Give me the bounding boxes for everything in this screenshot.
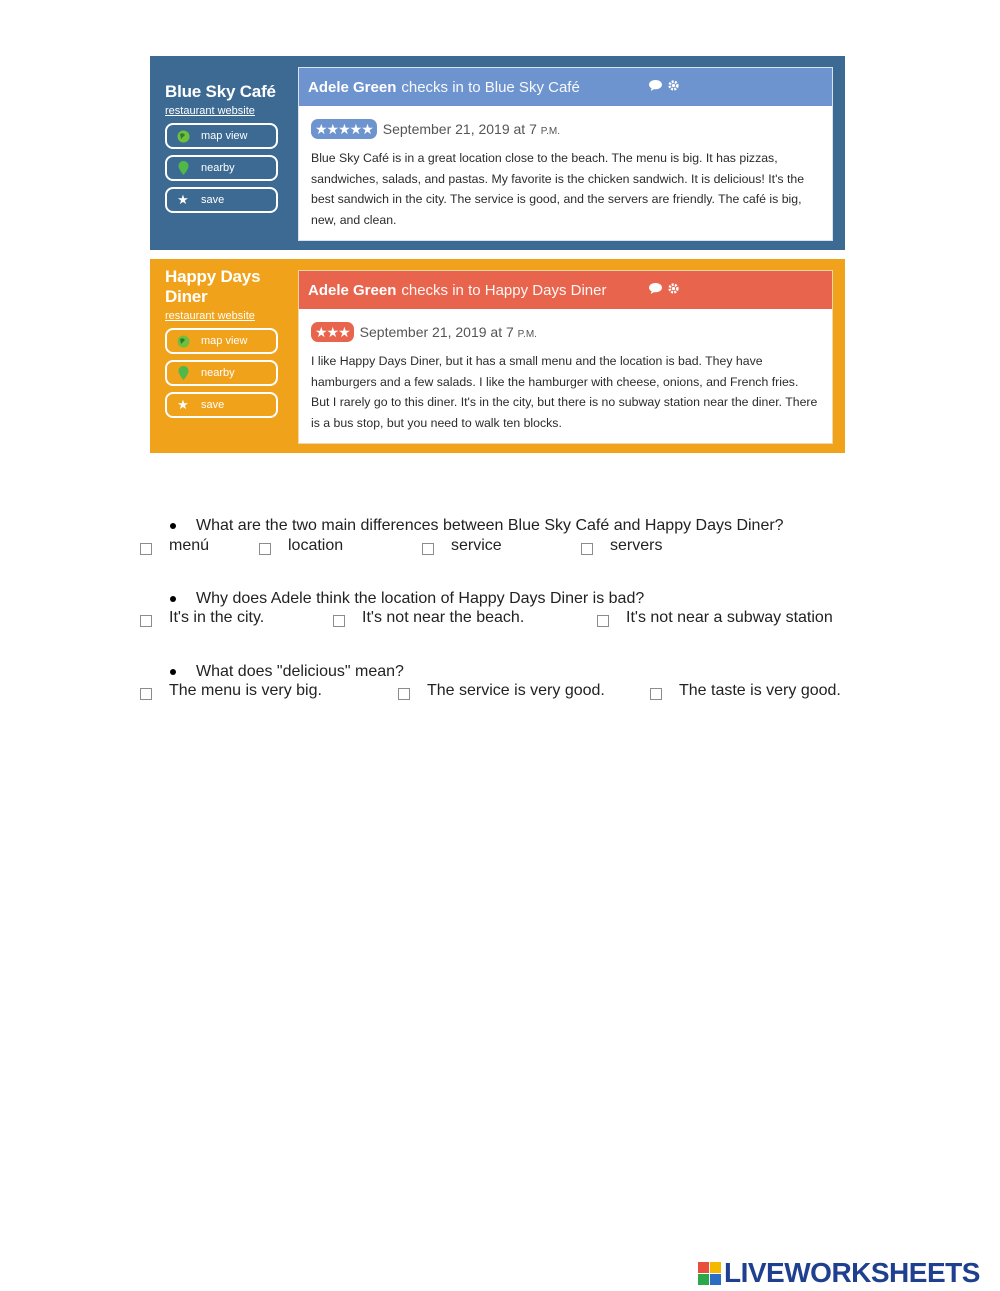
checkin-text: checks in to Happy Days Diner <box>401 281 607 299</box>
map-pin-icon <box>176 161 190 175</box>
gear-icon[interactable] <box>667 79 680 96</box>
checkin-text: checks in to Blue Sky Café <box>401 78 580 96</box>
review-card-happy-days <box>150 259 845 453</box>
bullet-icon <box>170 596 176 602</box>
answer-option[interactable] <box>398 682 605 700</box>
brand-text: LIVEWORKSHEETS <box>724 1257 980 1288</box>
answer-text: It's in the city. <box>169 609 265 626</box>
answer-option[interactable] <box>140 537 209 555</box>
checkbox[interactable] <box>140 688 152 700</box>
save-button[interactable] <box>165 187 278 213</box>
user-name[interactable]: Adele Green <box>308 281 397 299</box>
question-1 <box>170 517 784 535</box>
nearby-button[interactable] <box>165 155 278 181</box>
restaurant-website-link[interactable]: restaurant website <box>165 105 255 117</box>
bullet-icon <box>170 669 176 675</box>
checkin-header <box>299 68 832 106</box>
review-ampm: P.M. <box>540 126 561 137</box>
globe-icon <box>176 129 190 143</box>
checkbox[interactable] <box>581 543 593 555</box>
restaurant-sidebar <box>165 56 283 213</box>
answer-text: The service is very good. <box>427 682 605 699</box>
bullet-icon <box>170 523 176 529</box>
answer-option[interactable] <box>140 682 322 700</box>
nearby-button[interactable] <box>165 360 278 386</box>
checkin-panel <box>298 270 833 444</box>
question-text: What are the two main differences between Blue Sky Café and Happy Days Diner? <box>196 517 784 534</box>
header-actions <box>648 282 680 299</box>
answer-text: The menu is very big. <box>169 682 322 699</box>
star-rating: ★★★ <box>311 322 354 342</box>
comment-icon[interactable] <box>648 282 663 299</box>
question-text: What does "delicious" mean? <box>196 663 404 680</box>
answer-text: It's not near a subway station <box>626 609 833 626</box>
checkbox[interactable] <box>140 543 152 555</box>
logo-blocks-icon <box>698 1262 721 1285</box>
nearby-label: nearby <box>201 367 235 379</box>
answer-option[interactable] <box>581 537 662 555</box>
nearby-label: nearby <box>201 162 235 174</box>
star-icon: ★ <box>177 192 189 207</box>
star-icon: ★ <box>177 397 189 412</box>
answer-text: service <box>451 537 502 554</box>
header-actions <box>648 79 680 96</box>
comment-icon[interactable] <box>648 79 663 96</box>
map-view-button[interactable] <box>165 123 278 149</box>
checkin-panel <box>298 67 833 241</box>
review-date-text: September 21, 2019 at 7 <box>382 121 537 137</box>
checkbox[interactable] <box>140 615 152 627</box>
review-meta <box>311 322 832 342</box>
answer-option[interactable] <box>422 537 502 555</box>
answer-text: The taste is very good. <box>679 682 841 699</box>
restaurant-name: Blue Sky Café <box>165 82 276 101</box>
map-view-label: map view <box>201 130 248 142</box>
save-label: save <box>201 194 225 206</box>
restaurant-name: Happy Days Diner <box>165 267 261 306</box>
review-text: I like Happy Days Diner, but it has a small menu and the location is bad. They have hamburgers and a few salads. I like the hamburger with cheese, onions, and French fries. But I rarely go to this diner. It's in the city, but there is no subway station near the diner. There is a bus stop, but you need to walk ten blocks. <box>311 354 818 430</box>
map-view-label: map view <box>201 335 248 347</box>
user-name[interactable]: Adele Green <box>308 78 397 96</box>
globe-icon <box>176 334 190 348</box>
restaurant-sidebar <box>165 259 283 418</box>
answer-text: servers <box>610 537 663 554</box>
checkbox[interactable] <box>422 543 434 555</box>
map-view-button[interactable] <box>165 328 278 354</box>
question-text: Why does Adele think the location of Happy Days Diner is bad? <box>196 590 645 607</box>
review-ampm: P.M. <box>517 329 537 340</box>
checkbox[interactable] <box>650 688 662 700</box>
answer-option[interactable] <box>140 609 264 627</box>
review-date-text: September 21, 2019 at 7 <box>359 324 514 340</box>
answer-option[interactable] <box>597 609 833 627</box>
review-text: Blue Sky Café is in a great location close to the beach. The menu is big. It has pizzas, sandwiches, salads, and pastas. My favorite is the chicken sandwich. It is delicious! It's the best sandwich in the city. The service is good, and the servers are friendly. The café is big, new, and clean. <box>311 151 805 227</box>
answer-option[interactable] <box>650 682 841 700</box>
restaurant-website-link[interactable]: restaurant website <box>165 310 255 322</box>
star-rating: ★★★★★ <box>311 119 377 139</box>
answer-option[interactable] <box>333 609 524 627</box>
question-2 <box>170 590 644 608</box>
checkbox[interactable] <box>259 543 271 555</box>
review-meta <box>311 119 832 139</box>
gear-icon[interactable] <box>667 282 680 299</box>
checkbox[interactable] <box>597 615 609 627</box>
review-card-blue-sky <box>150 56 845 250</box>
answer-text: menú <box>169 537 210 554</box>
review-date <box>360 324 537 340</box>
review-date <box>383 121 560 137</box>
save-button[interactable] <box>165 392 278 418</box>
checkin-header <box>299 271 832 309</box>
save-label: save <box>201 399 225 411</box>
liveworksheets-logo <box>698 1257 980 1289</box>
answer-option[interactable] <box>259 537 343 555</box>
answer-text: It's not near the beach. <box>362 609 525 626</box>
checkbox[interactable] <box>333 615 345 627</box>
question-3 <box>170 663 404 681</box>
checkbox[interactable] <box>398 688 410 700</box>
map-pin-icon <box>176 366 190 380</box>
answer-text: location <box>288 537 344 554</box>
